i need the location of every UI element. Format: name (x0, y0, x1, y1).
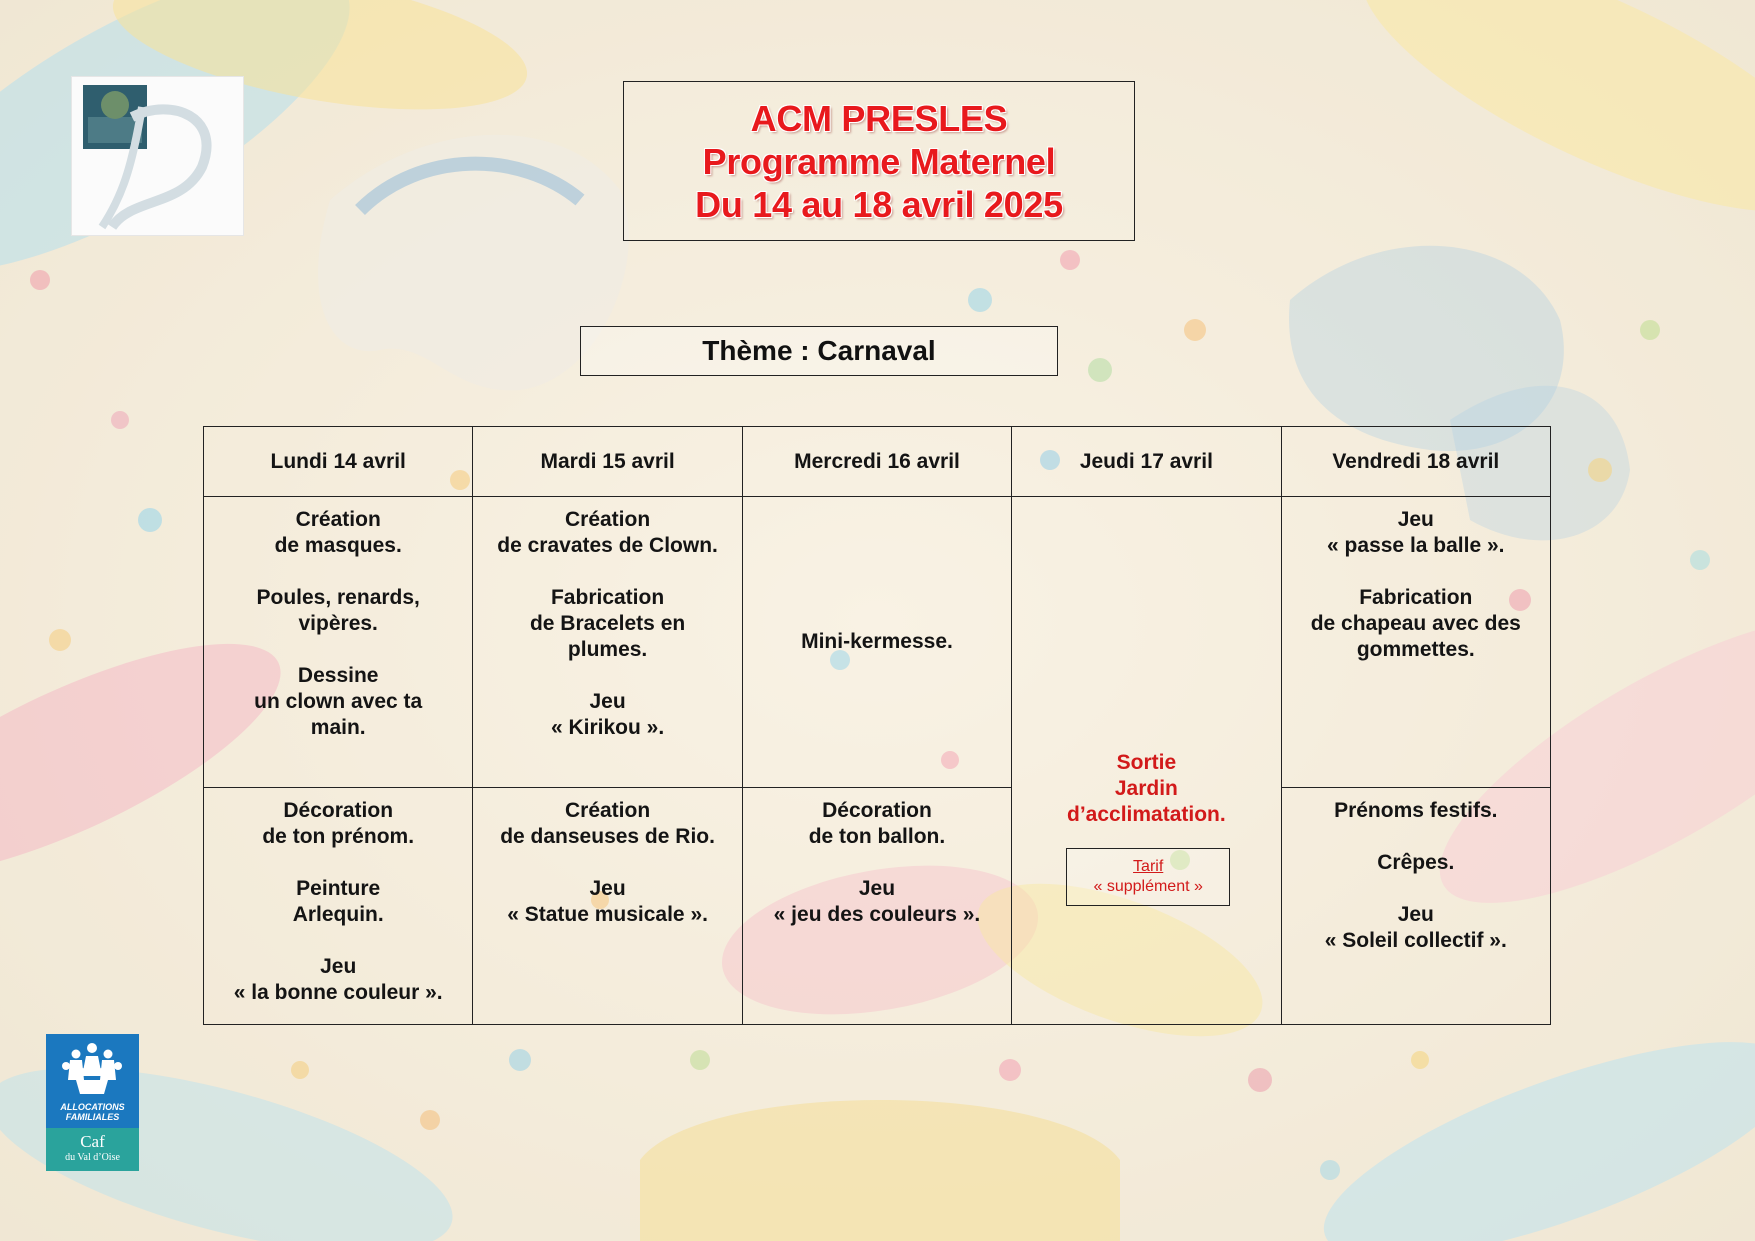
morning-row (204, 497, 1551, 788)
activity-line: de ton ballon. (808, 825, 946, 848)
activity-line: Prénoms festifs. (1334, 799, 1498, 822)
activity-line: de masques. (274, 534, 402, 557)
caf-logo-bottom (46, 1128, 139, 1171)
title-line-1: ACM PRESLES (750, 97, 1008, 139)
activity-line: Création (564, 799, 651, 822)
activity-line: « jeu des couleurs ». (773, 903, 981, 926)
caf-logo-top (46, 1034, 139, 1128)
day-header-vendredi: Vendredi 18 avril (1281, 427, 1550, 497)
presles-logo (71, 76, 244, 236)
activity-line: main. (310, 716, 366, 739)
afternoon-lundi (204, 788, 473, 1025)
activity-line: Peinture (296, 877, 381, 900)
weekly-schedule-table (203, 426, 1551, 1025)
activity-line: Poules, renards, (256, 586, 420, 609)
presles-emblem-icon (72, 77, 243, 235)
program-title-box (623, 81, 1135, 241)
day-header-mardi: Mardi 15 avril (473, 427, 742, 497)
activity-line: de danseuses de Rio. (500, 825, 715, 848)
activity-line: Création (564, 508, 651, 531)
tarif-label: Tarif (1133, 858, 1164, 875)
activity-line: « Statue musicale ». (507, 903, 708, 926)
afternoon-mardi (473, 788, 742, 1025)
jeudi-outing-cell (1012, 497, 1281, 1025)
activity-line: plumes. (567, 638, 648, 661)
activity-line: Fabrication (1359, 586, 1473, 609)
caf-region: du Val d’Oise (65, 1152, 120, 1163)
day-header-row (204, 427, 1551, 497)
outing-line: Jardin (1114, 777, 1178, 800)
supplement-label: « supplément » (1093, 878, 1203, 895)
tarif-box (1066, 848, 1230, 906)
caf-families-icon (46, 1036, 139, 1100)
theme-box (580, 326, 1058, 376)
activity-line: Jeu (1397, 903, 1434, 926)
day-header-lundi: Lundi 14 avril (204, 427, 473, 497)
outing-line: Sortie (1116, 751, 1177, 774)
activity-line: « Soleil collectif ». (1324, 929, 1507, 952)
activity-line: Jeu (589, 690, 626, 713)
theme-label: Thème : Carnaval (702, 335, 936, 366)
activity-line: Décoration (822, 799, 932, 822)
outing-line: d’acclimatation. (1067, 803, 1226, 826)
morning-mardi (473, 497, 742, 788)
caf-name: Caf (80, 1132, 105, 1151)
activity-line: Fabrication (550, 586, 665, 609)
activity-line: Crêpes. (1377, 851, 1455, 874)
title-line-3: Du 14 au 18 avril 2025 (695, 183, 1063, 225)
activity-line: vipères. (298, 612, 378, 635)
activity-line: Dessine (297, 664, 379, 687)
activity-line: « passe la balle ». (1327, 534, 1505, 557)
activity-line: Arlequin. (292, 903, 384, 926)
activity-line: Jeu (589, 877, 626, 900)
activity-line: de ton prénom. (262, 825, 415, 848)
activity-line: « Kirikou ». (550, 716, 665, 739)
morning-lundi (204, 497, 473, 788)
afternoon-row (204, 788, 1551, 1025)
day-header-jeudi: Jeudi 17 avril (1012, 427, 1281, 497)
activity-line: Création (295, 508, 381, 531)
activity-line: Jeu (1397, 508, 1434, 531)
activity-line: de Bracelets en (529, 612, 686, 635)
morning-mercredi (742, 497, 1011, 788)
caf-label (46, 1102, 139, 1122)
afternoon-mercredi (742, 788, 1011, 1025)
outing-text (1012, 750, 1280, 828)
morning-vendredi (1281, 497, 1550, 788)
caf-label-line: FAMILIALES (65, 1112, 120, 1122)
activity-line: Jeu (320, 955, 357, 978)
caf-label-line: ALLOCATIONS (60, 1102, 125, 1112)
activity-line: gommettes. (1356, 638, 1475, 661)
activity-line: Jeu (858, 877, 896, 900)
activity-line: Mini-kermesse. (801, 630, 953, 653)
afternoon-vendredi (1281, 788, 1550, 1025)
activity-line: de chapeau avec des (1310, 612, 1521, 635)
activity-line: un clown avec ta (254, 690, 423, 713)
activity-line: de cravates de Clown. (497, 534, 718, 557)
title-line-2: Programme Maternel (702, 140, 1056, 182)
day-header-mercredi: Mercredi 16 avril (742, 427, 1011, 497)
caf-logo (46, 1034, 139, 1171)
activity-line: Décoration (283, 799, 394, 822)
activity-line: « la bonne couleur ». (233, 981, 443, 1004)
